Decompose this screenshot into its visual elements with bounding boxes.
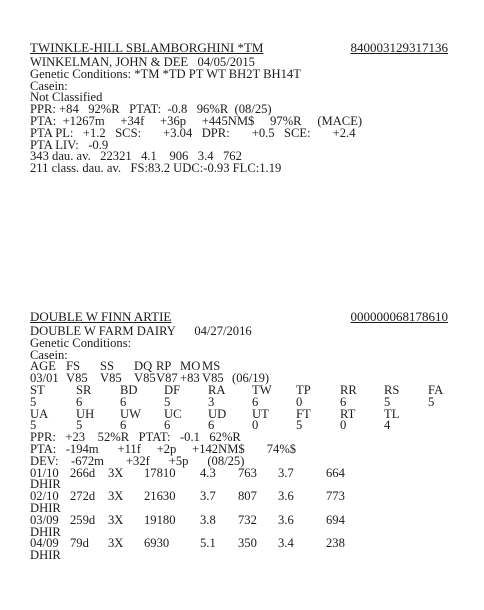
trait-cell: UA — [30, 406, 49, 421]
ppr-line: PPR: +84 92%R PTAT: -0.8 96%R (08/25) — [30, 102, 272, 117]
pta-line: PTA: -194m +11f +2p +142NM$ 74%$ — [30, 441, 297, 456]
score-cell: 3 — [208, 394, 215, 409]
trait-cell: RR — [340, 382, 357, 397]
lactation-cell: 259d — [70, 512, 96, 527]
lactation-cell: 5.1 — [200, 536, 216, 551]
bull-record-1 — [30, 40, 448, 175]
trait-cell: FT — [296, 406, 311, 421]
trait-cell: SR — [76, 382, 92, 397]
value-cell: V85 — [202, 371, 224, 386]
header-cell: MO — [180, 359, 201, 374]
value-cell: +83 — [180, 371, 200, 386]
record-title — [30, 40, 448, 56]
header-cell: SS — [100, 359, 115, 374]
value-cell: V85 — [66, 371, 88, 386]
lactation-cell: 664 — [326, 465, 345, 480]
lactation-cell: 3.6 — [278, 489, 294, 504]
score-cell: 6 — [120, 418, 127, 433]
lactation-cell: 807 — [238, 489, 257, 504]
pta-pl-line: PTA PL: +1.2 SCS: +3.04 DPR: +0.5 SCE: +2.4 — [30, 125, 356, 140]
lactation-row — [30, 465, 458, 492]
lactation-cell: 272d — [70, 489, 96, 504]
lactation-cell: 03/09 — [30, 512, 59, 527]
lactation-cell: 3X — [108, 489, 124, 504]
lactation-cell: 4.3 — [200, 465, 216, 480]
dev-line: DEV: -672m +32f +5p (08/25) — [30, 453, 245, 468]
trait-cell: UD — [208, 406, 227, 421]
lactation-cell: 3.6 — [278, 512, 294, 527]
trait-cell: FA — [428, 382, 444, 397]
lactation-cell: 6930 — [144, 536, 170, 551]
header-cell: AGE — [30, 359, 56, 374]
ppr-line: PPR: +23 52%R PTAT: -0.1 62%R — [30, 430, 241, 445]
lactation-cell: 3.7 — [278, 465, 294, 480]
score-cell: 6 — [76, 394, 83, 409]
trait-cell: BD — [120, 382, 138, 397]
lactation-cell: 02/10 — [30, 489, 59, 504]
score-cell: 4 — [384, 418, 391, 433]
lactation-cell: 3.4 — [278, 536, 294, 551]
owner-line: WINKELMAN, JOHN & DEE 04/05/2015 — [30, 55, 255, 69]
bull-name: DOUBLE W FINN ARTIE — [30, 309, 172, 324]
header-cell: DQ — [134, 359, 153, 374]
score-cell: 0 — [296, 394, 303, 409]
value-cell: V87 — [156, 371, 178, 386]
score-cell: 6 — [340, 394, 347, 409]
score-cell: 6 — [252, 394, 259, 409]
classified-daughter-average: 211 class. dau. av. FS:83.2 UDC:-0.93 FLC:1.19 — [30, 161, 282, 176]
lactation-row — [30, 538, 458, 562]
score-cell: 5 — [30, 394, 37, 409]
header-cell: MS — [202, 359, 221, 374]
lactation-cell: 01/10 — [30, 465, 59, 480]
trait-cell: UT — [252, 406, 269, 421]
lactation-cell: 266d — [70, 465, 96, 480]
casein: Casein: — [30, 347, 68, 362]
daughter-average: 343 dau. av. 22321 4.1 906 3.4 762 — [30, 149, 242, 164]
trait-cell: RT — [340, 406, 356, 421]
trait-cell: TW — [252, 382, 272, 397]
trait-cell — [428, 409, 458, 421]
lactation-cell: 773 — [326, 489, 345, 504]
trait-cell: RA — [208, 382, 226, 397]
lactation-cell: 3.8 — [200, 512, 216, 527]
score-cell: 5 — [30, 418, 37, 433]
lactation-cell: 694 — [326, 512, 345, 527]
value-cell: V85 — [100, 371, 122, 386]
bull-name: TWINKLE-HILL SBLAMBORGHINI *TM — [30, 40, 264, 55]
score-cell: 5 — [76, 418, 83, 433]
lactation-cell: 238 — [326, 536, 345, 551]
linear-traits-row — [30, 382, 458, 397]
record-title — [30, 309, 448, 325]
score-cell: 6 — [120, 394, 127, 409]
lactation-cell: 21630 — [144, 489, 176, 504]
score-cell: 5 — [384, 394, 391, 409]
header-cell: RP — [156, 359, 172, 374]
lactation-cell: 763 — [238, 465, 257, 480]
owner-line: DOUBLE W FARM DAIRY 04/27/2016 — [30, 324, 252, 338]
pta-liv-line: PTA LIV: -0.9 — [30, 137, 109, 152]
trait-cell: RS — [384, 382, 400, 397]
lactation-cell: DHIR — [30, 500, 61, 515]
score-cell: 6 — [164, 418, 171, 433]
casein: Casein: — [30, 78, 68, 93]
lactation-cell: 732 — [238, 512, 257, 527]
value-cell: (06/19) — [232, 371, 270, 386]
trait-cell: TP — [296, 382, 311, 397]
lactation-cell: 04/09 — [30, 536, 59, 551]
lactation-cell: 3X — [108, 536, 124, 551]
registration-number: 840003129317136 — [350, 40, 448, 55]
header-cell: FS — [66, 359, 81, 374]
value-cell: 03/01 — [30, 371, 59, 386]
score-cell: 6 — [208, 418, 215, 433]
score-cell: 5 — [428, 394, 435, 409]
lactation-row — [30, 491, 458, 515]
trait-cell: UC — [164, 406, 182, 421]
trait-cell: UW — [120, 406, 141, 421]
trait-cell: UH — [76, 406, 95, 421]
lactation-cell: 17810 — [144, 465, 176, 480]
lactation-cell: 3X — [108, 512, 124, 527]
genetic-conditions: Genetic Conditions: *TM *TD PT WT BH2T BH14T — [30, 66, 301, 81]
classification: Not Classified — [30, 90, 103, 105]
score-cell: 5 — [164, 394, 171, 409]
registration-number: 000000068178610 — [350, 309, 448, 324]
genetic-conditions: Genetic Conditions: — [30, 335, 132, 350]
score-cell: 5 — [296, 418, 303, 433]
lactation-row — [30, 512, 458, 539]
pta-line: PTA: +1267m +34f +36p +445NM$ 97%R (MACE) — [30, 113, 363, 128]
trait-cell: ST — [30, 382, 45, 397]
score-cell — [428, 420, 458, 432]
lactation-cell: 3X — [108, 465, 124, 480]
lactation-cell: DHIR — [30, 477, 61, 492]
trait-cell: TL — [384, 406, 400, 421]
lactation-cell: DHIR — [30, 524, 61, 539]
lactation-cell: 19180 — [144, 512, 176, 527]
score-cell: 0 — [252, 418, 259, 433]
score-cell: 0 — [340, 418, 347, 433]
linear-traits-row — [30, 406, 458, 421]
value-cell: V85 — [134, 371, 156, 386]
lactation-cell: 79d — [70, 536, 89, 551]
trait-cell: DF — [164, 382, 181, 397]
bull-record-2 — [30, 309, 458, 562]
lactation-cell: 3.7 — [200, 489, 216, 504]
lactation-cell: DHIR — [30, 548, 61, 563]
lactation-cell: 350 — [238, 536, 257, 551]
